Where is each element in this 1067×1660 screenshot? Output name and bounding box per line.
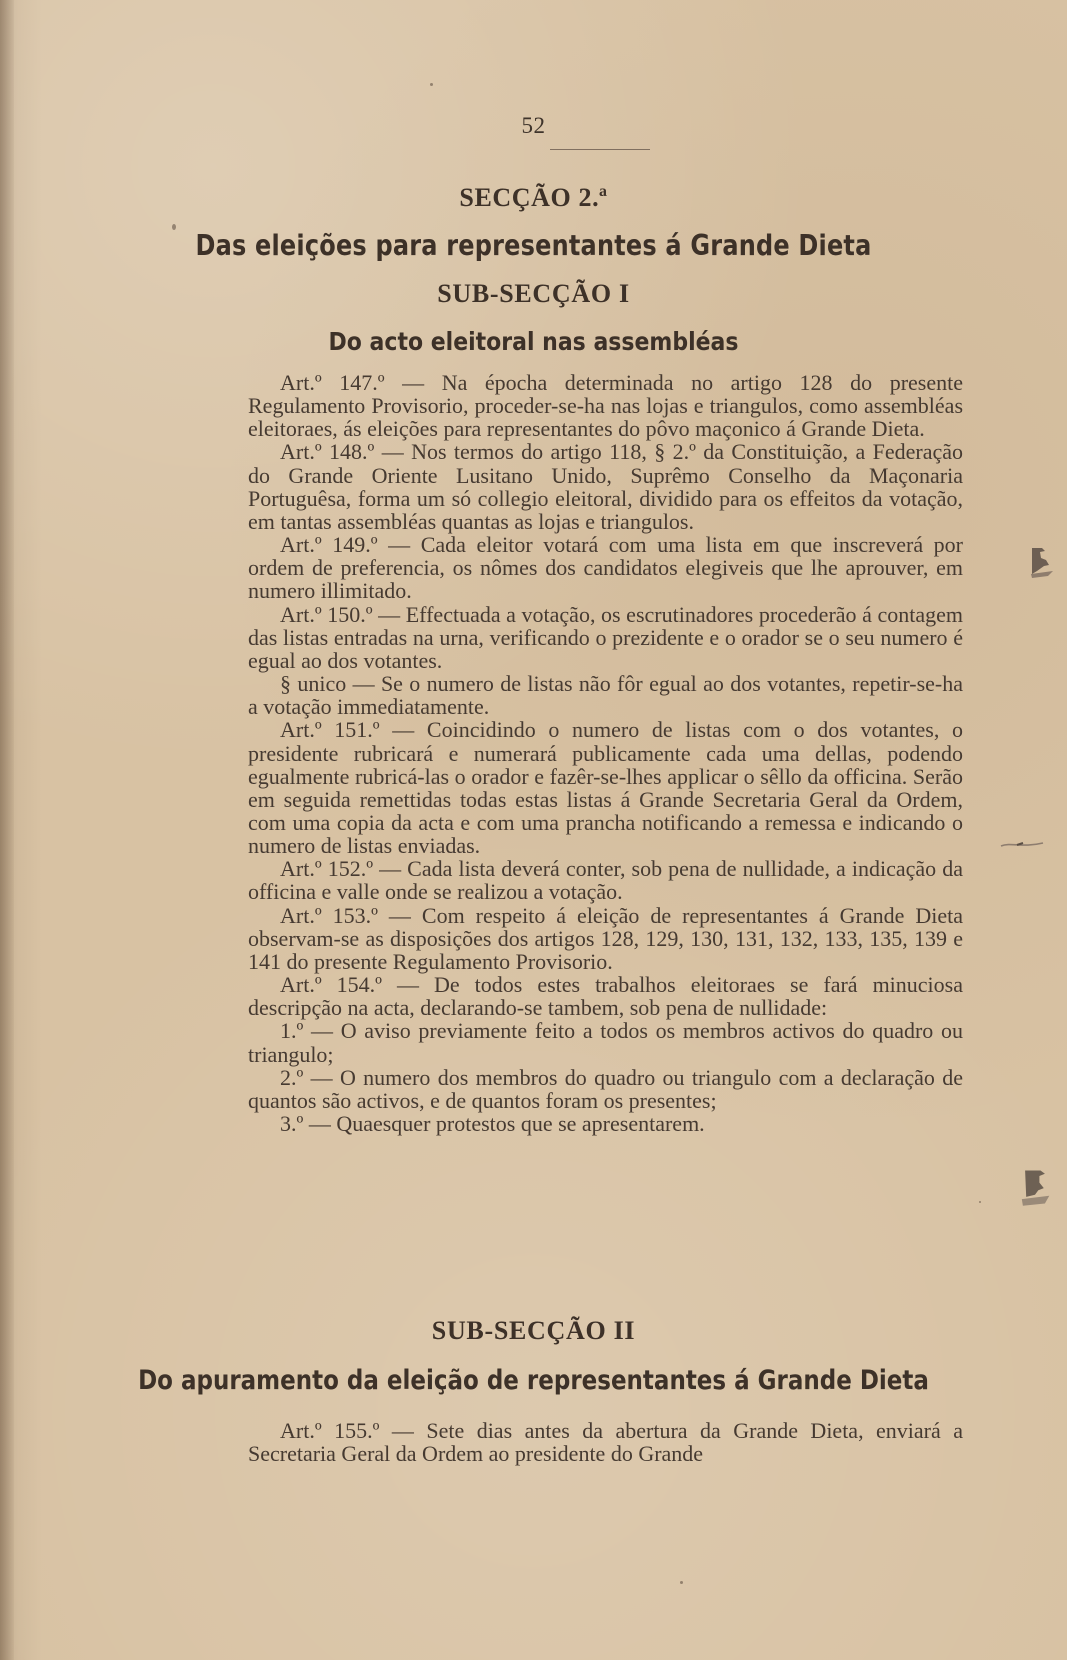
margin-ink-mark-icon xyxy=(1025,541,1059,581)
margin-dash-icon xyxy=(998,838,1046,852)
section-heading: SECÇÃO 2.ª xyxy=(459,183,608,212)
article-153: Art.º 153.º — Com respeito á eleição de representantes á Grande Dieta observam-se as disposições dos artigos 128, 129, 130, 131, 132, 133, 135, 139 e 141 do presente Regulamento Provisorio. xyxy=(248,902,963,974)
list-item-2: 2.º — O numero dos membros do quadro ou triangulo com a declaração de quantos são activos, e de quantos foram os presentes; xyxy=(248,1064,963,1113)
subsection-2-heading: SUB-SECÇÃO II xyxy=(431,1316,636,1345)
subsection-2-body xyxy=(248,1419,963,1465)
article-148: Art.º 148.º — Nos termos do artigo 118, § 2.º da Constituição, a Federação do Grande Oriente Lusitano Unido, Suprêmo Conselho da Maçonaria Portuguêsa, forma um só collegio eleitoral, dividido para os effeitos da votação, em tantas assembléas quantas as lojas e triangulos. xyxy=(248,439,963,534)
article-150: Art.º 150.º — Effectuada a votação, os escrutinadores procederão á contagem das listas entradas na urna, verificando o prezidente e o orador se o seu numero é egual ao dos votantes. xyxy=(248,601,963,673)
header-rule xyxy=(550,149,650,150)
article-149: Art.º 149.º — Cada eleitor votará com uma lista em que inscreverá por ordem de preferencia, os nômes dos candidatos elegiveis que lhe aprouver, em numero illimitado. xyxy=(248,532,963,604)
page-number: 52 xyxy=(521,113,546,138)
list-item-1: 1.º — O aviso previamente feito a todos os membros activos do quadro ou triangulo; xyxy=(248,1018,963,1067)
article-147: Art.º 147.º — Na épocha determinada no artigo 128 do presente Regulamento Provisorio, proceder-se-ha nas lojas e triangulos, como assembléas eleitoraes, ás eleições para representantes do pôvo maçonico á Grande Dieta. xyxy=(248,370,963,442)
subsection-1-title: Do acto eleitoral nas assembléas xyxy=(328,328,739,357)
paper-speck xyxy=(680,1581,683,1584)
subsection-1-heading: SUB-SECÇÃO I xyxy=(437,279,630,308)
paper-speck xyxy=(430,83,433,86)
paper-speck xyxy=(979,1201,981,1203)
article-155: Art.º 155.º — Sete dias antes da abertura da Grande Dieta, enviará a Secretaria Geral da Ordem ao presidente do Grande xyxy=(248,1418,963,1467)
paragraph-unico: § unico — Se o numero de listas não fôr egual ao dos votantes, repetir-se-ha a votação immediatamente. xyxy=(248,671,963,720)
section-title: Das eleições para representantes á Grande Dieta xyxy=(195,229,872,263)
subsection-2-title: Do apuramento da eleição de representantes á Grande Dieta xyxy=(138,1366,929,1397)
subsection-1-body xyxy=(248,371,963,1135)
list-item-3: 3.º — Quaesquer protestos que se apresentarem. xyxy=(280,1111,705,1136)
margin-stamp-icon xyxy=(1016,1165,1053,1209)
article-154: Art.º 154.º — De todos estes trabalhos eleitoraes se fará minuciosa descripção na acta, declarando-se tambem, sob pena de nullidade: xyxy=(248,972,963,1021)
article-151: Art.º 151.º — Coincidindo o numero de listas com o dos votantes, o presidente rubricará e numerará publicamente cada uma dellas, podendo egualmente rubricá-las o orador e fazêr-se-lhes applicar o sêllo da officina. Serão em seguida remettidas todas estas listas á Grande Secretaria Geral da Ordem, com uma copia da acta e com uma prancha notificando a remessa e indicando o numero de listas enviadas. xyxy=(248,717,963,859)
article-152: Art.º 152.º — Cada lista deverá conter, sob pena de nullidade, a indicação da officina e valle onde se realizou a votação. xyxy=(248,856,963,905)
